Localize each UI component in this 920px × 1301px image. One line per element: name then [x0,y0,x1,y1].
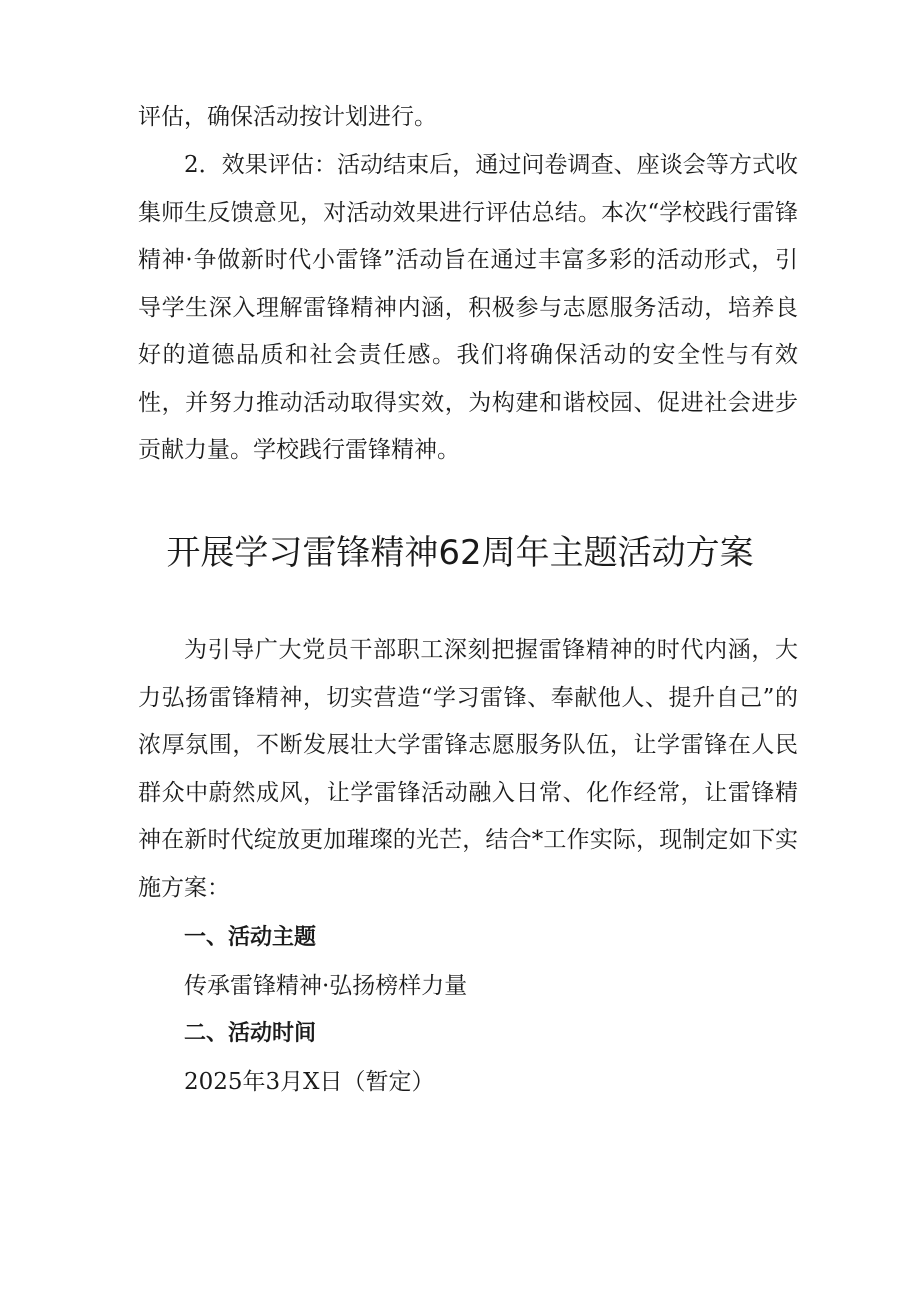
paragraph-evaluation: 2．效果评估：活动结束后，通过问卷调查、座谈会等方式收集师生反馈意见，对活动效果进行评估总结。本次“学校践行雷锋精神·争做新时代小雷锋”活动旨在通过丰富多彩的活动形式，引导学生深入理解雷锋精神内涵，积极参与志愿服务活动，培养良好的道德品质和社会责任感。我们将确保活动的安全性与有效性，并努力推动活动取得实效，为构建和谐校园、促进社会进步贡献力量。学校践行雷锋精神。 [138,152,798,463]
section-text-time: 2025年3月X日（暂定） [184,1069,435,1095]
document-title: 开展学习雷锋精神62周年主题活动方案 [166,533,754,573]
paragraph-intro: 为引导广大党员干部职工深刻把握雷锋精神的时代内涵，大力弘扬雷锋精神，切实营造“学习雷锋、奉献他人、提升自己”的浓厚氛围，不断发展壮大学雷锋志愿服务队伍，让学雷锋在人民群众中蔚然成风，让学雷锋活动融入日常、化作经常，让雷锋精神在新时代绽放更加璀璨的光芒，结合*工作实际，现制定如下实施方案： [138,637,798,901]
section-heading-theme: 一、活动主题 [184,925,317,950]
paragraph-continuation: 评估，确保活动按计划进行。 [138,104,437,130]
section-heading-time: 二、活动时间 [184,1021,317,1046]
section-text-theme: 传承雷锋精神·弘扬榜样力量 [184,973,468,999]
